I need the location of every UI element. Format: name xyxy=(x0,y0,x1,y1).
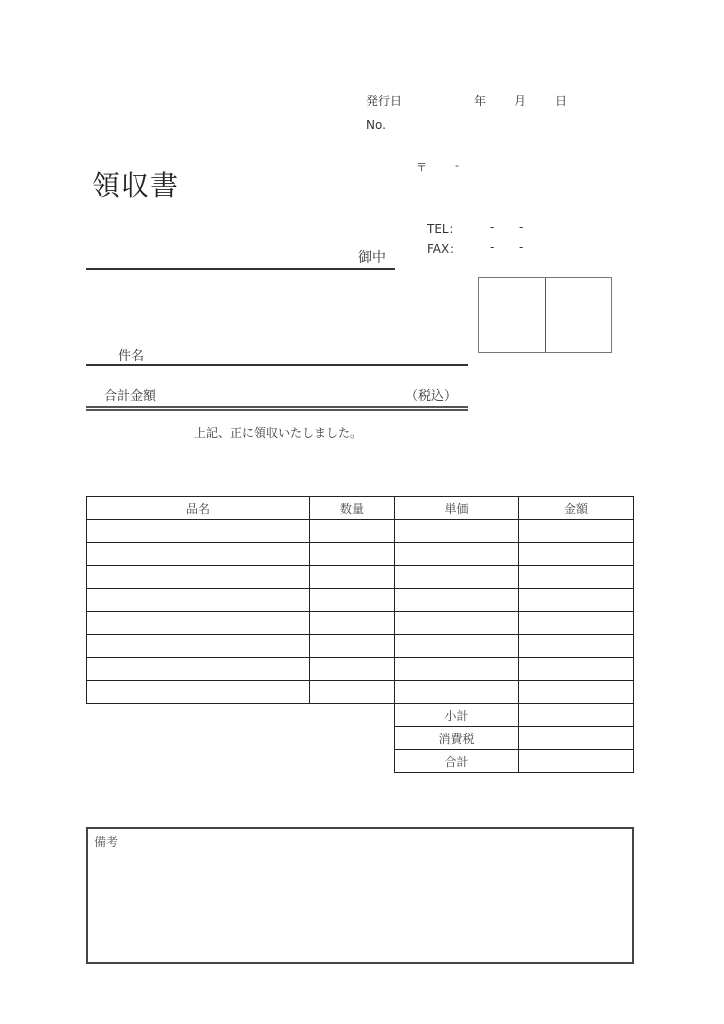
table-row xyxy=(87,658,634,681)
table-row xyxy=(87,589,634,612)
item-name-cell[interactable] xyxy=(87,612,310,635)
grand-total-label: 合計 xyxy=(395,750,519,773)
quantity-cell[interactable] xyxy=(310,520,395,543)
amount-cell[interactable] xyxy=(519,635,634,658)
items-table xyxy=(86,496,634,773)
stamp-box-2 xyxy=(545,278,612,352)
quantity-cell[interactable] xyxy=(310,589,395,612)
document-title: 領収書 xyxy=(92,169,180,202)
column-header-unit-price: 単価 xyxy=(395,497,519,520)
postal-mark: 〒 xyxy=(416,161,427,174)
recipient-honorific: 御中 xyxy=(358,250,386,266)
summary-row-total xyxy=(87,750,634,773)
total-amount-field[interactable] xyxy=(170,380,405,404)
summary-row-subtotal xyxy=(87,704,634,727)
subject-underline xyxy=(86,364,468,366)
unit-price-cell[interactable] xyxy=(395,635,519,658)
recipient-underline xyxy=(86,268,395,270)
quantity-cell[interactable] xyxy=(310,658,395,681)
item-name-cell[interactable] xyxy=(87,589,310,612)
amount-cell[interactable] xyxy=(519,658,634,681)
item-name-cell[interactable] xyxy=(87,566,310,589)
subject-field[interactable] xyxy=(150,340,468,364)
item-name-cell[interactable] xyxy=(87,543,310,566)
column-header-item-name: 品名 xyxy=(87,497,310,520)
tel-dash-2: - xyxy=(519,220,524,234)
issue-date-label: 発行日 xyxy=(366,94,403,108)
total-amount-label: 合計金額 xyxy=(104,389,157,404)
amount-cell[interactable] xyxy=(519,566,634,589)
day-label: 日 xyxy=(555,94,568,108)
recipient-name-field[interactable] xyxy=(86,236,354,266)
amount-cell[interactable] xyxy=(519,681,634,704)
unit-price-cell[interactable] xyxy=(395,589,519,612)
stamp-box-1 xyxy=(479,278,545,352)
column-header-quantity: 数量 xyxy=(310,497,395,520)
amount-cell[interactable] xyxy=(519,520,634,543)
item-name-cell[interactable] xyxy=(87,681,310,704)
month-label: 月 xyxy=(514,94,527,108)
consumption-tax-label: 消費税 xyxy=(395,727,519,750)
postal-dash: - xyxy=(455,159,459,172)
summary-row-tax xyxy=(87,727,634,750)
tax-included-note: （税込） xyxy=(405,389,458,404)
total-double-underline-bottom xyxy=(86,409,468,411)
subtotal-value[interactable] xyxy=(519,704,634,727)
tel-dash-1: - xyxy=(490,220,495,234)
table-row xyxy=(87,543,634,566)
subtotal-label: 小計 xyxy=(395,704,519,727)
table-row xyxy=(87,520,634,543)
notes-label: 備考 xyxy=(94,835,119,849)
stamp-boxes xyxy=(478,277,612,353)
table-row xyxy=(87,681,634,704)
tel-label: TEL： xyxy=(427,222,461,236)
receipt-statement: 上記、正に領収いたしました。 xyxy=(194,426,363,440)
receipt-number-label: No. xyxy=(366,118,386,132)
quantity-cell[interactable] xyxy=(310,543,395,566)
total-double-underline-top xyxy=(86,406,468,408)
unit-price-cell[interactable] xyxy=(395,566,519,589)
fax-dash-2: - xyxy=(519,240,524,254)
item-name-cell[interactable] xyxy=(87,520,310,543)
fax-dash-1: - xyxy=(490,240,495,254)
unit-price-cell[interactable] xyxy=(395,520,519,543)
quantity-cell[interactable] xyxy=(310,612,395,635)
fax-label: FAX： xyxy=(427,242,462,256)
table-row xyxy=(87,566,634,589)
amount-cell[interactable] xyxy=(519,543,634,566)
unit-price-cell[interactable] xyxy=(395,612,519,635)
quantity-cell[interactable] xyxy=(310,681,395,704)
item-name-cell[interactable] xyxy=(87,635,310,658)
table-row xyxy=(87,612,634,635)
quantity-cell[interactable] xyxy=(310,566,395,589)
unit-price-cell[interactable] xyxy=(395,681,519,704)
subject-label: 件名 xyxy=(118,349,145,364)
amount-cell[interactable] xyxy=(519,612,634,635)
notes-box[interactable] xyxy=(86,827,634,964)
quantity-cell[interactable] xyxy=(310,635,395,658)
year-label: 年 xyxy=(474,94,487,108)
table-row xyxy=(87,635,634,658)
unit-price-cell[interactable] xyxy=(395,658,519,681)
item-name-cell[interactable] xyxy=(87,658,310,681)
unit-price-cell[interactable] xyxy=(395,543,519,566)
amount-cell[interactable] xyxy=(519,589,634,612)
consumption-tax-value[interactable] xyxy=(519,727,634,750)
column-header-amount: 金額 xyxy=(519,497,634,520)
grand-total-value[interactable] xyxy=(519,750,634,773)
table-header-row xyxy=(87,497,634,520)
